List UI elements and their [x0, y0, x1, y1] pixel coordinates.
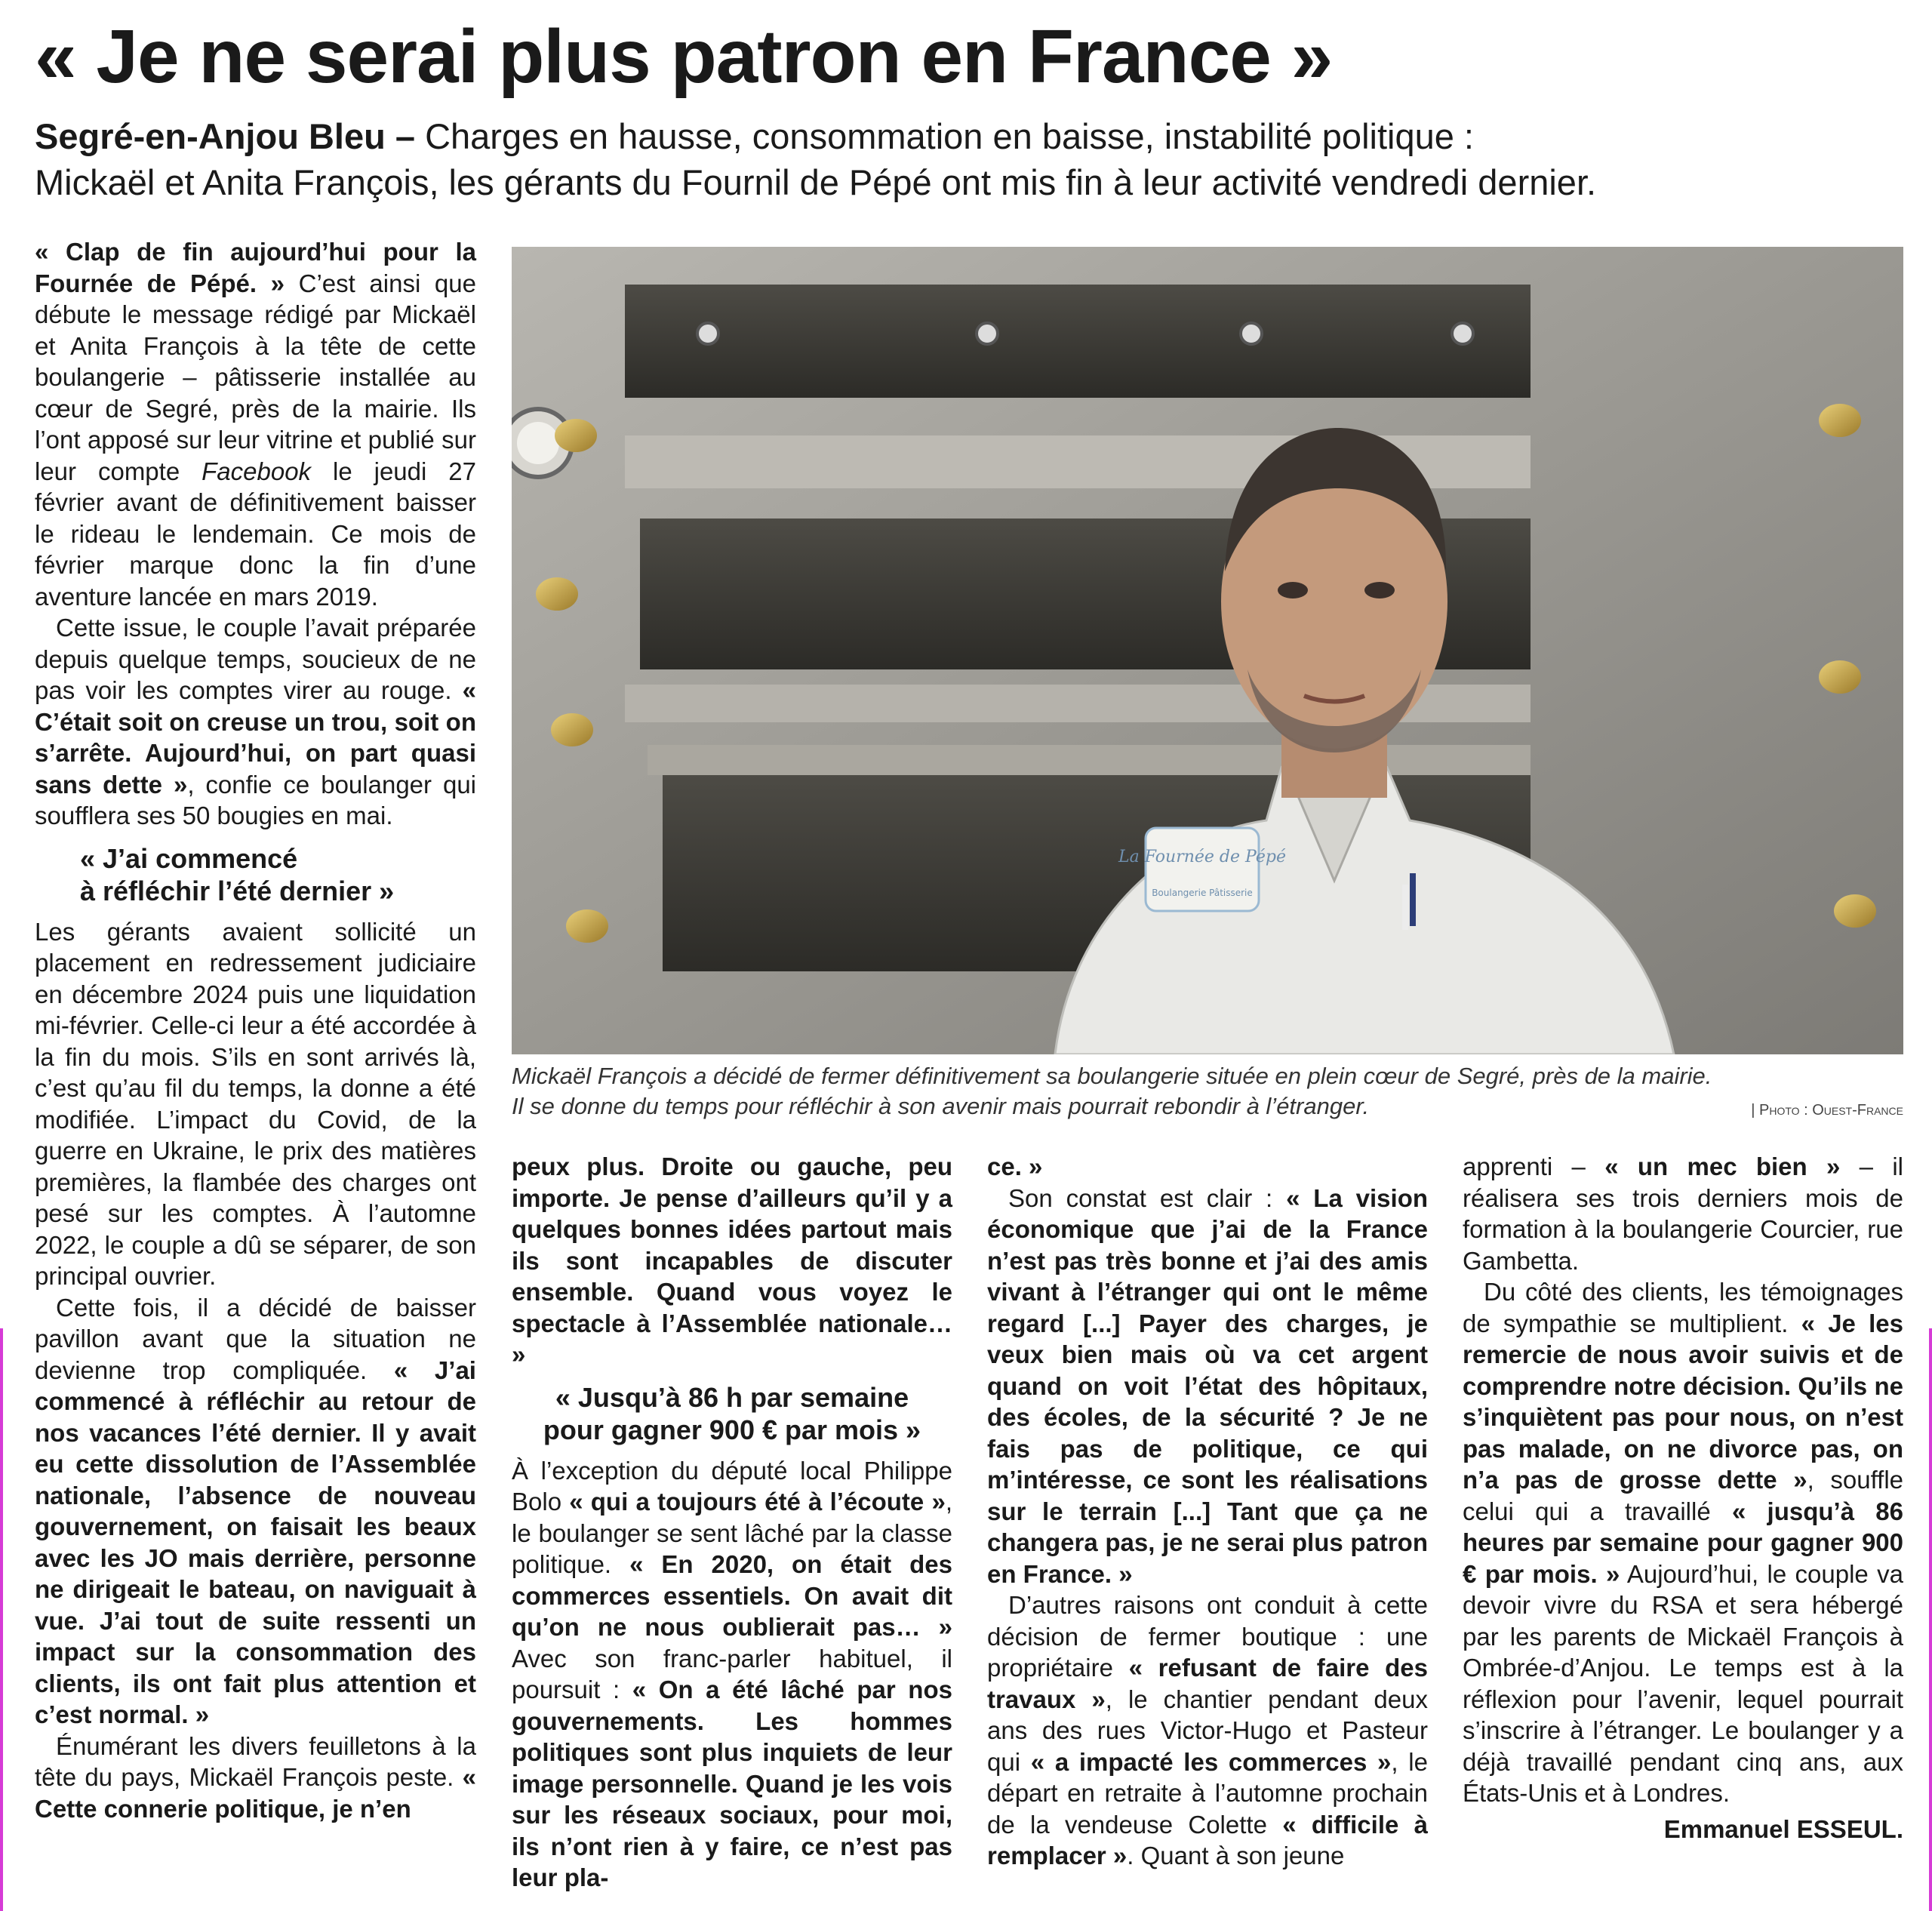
- quote: « a impacté les commerces »: [1030, 1747, 1392, 1776]
- quote: « difficile à remplacer »: [987, 1810, 1428, 1869]
- intertitle: [512, 1381, 952, 1446]
- quote: « qui a toujours été à l’écoute »: [569, 1488, 946, 1516]
- body-paragraph: [1463, 1276, 1903, 1809]
- article-headline: « Je ne serai plus patron en France »: [35, 14, 1333, 99]
- intertitle-line: pour gagner 900 € par mois »: [543, 1414, 921, 1445]
- body-text: Cette fois, il a décidé de baisser pavillon avant que la situation ne devienne trop compliquée.: [35, 1293, 476, 1384]
- body-paragraph: [35, 612, 476, 832]
- body-text: apprenti –: [1463, 1152, 1605, 1180]
- quote: « Cette connerie politique, je n’en: [35, 1763, 476, 1823]
- quote: « On a été lâché par nos gouvernements. Les hommes politiques sont plus inquiets de leur image personnelle. Quand je les vois sur les réseaux sociaux, pour moi, ils n’ont rien à y faire, ce n’est pas leur pla-: [512, 1676, 952, 1891]
- photo-caption: [512, 1061, 1903, 1122]
- standfirst-line-2: Mickaël et Anita François, les gérants du Fournil de Pépé ont mis fin à leur activité vendredi dernier.: [35, 162, 1597, 202]
- body-paragraph: [35, 236, 476, 612]
- body-paragraph: [512, 1151, 952, 1371]
- quote: « C’était soit on creuse un trou, soit on s’arrête. Aujourd’hui, on part quasi sans dette »: [35, 676, 476, 799]
- body-paragraph: Les gérants avaient sollicité un placement en redressement judiciaire en décembre 2024 puis une liquidation mi-février. Celle-ci leur a été accordée à la fin du mois. S’ils en sont arrivés là, c’est qu’au fil du temps, la donne a été modifiée. L’impact du Covid, de la guerre en Ukraine, le prix des matières premières, la flambée des charges ont pesé sur les comptes. À l’automne 2022, le couple a dû se séparer, de son principal ouvrier.: [35, 917, 476, 1290]
- body-paragraph: [987, 1183, 1428, 1590]
- quote: ce. »: [987, 1152, 1043, 1180]
- logo-subtext: Boulangerie Pâtisserie: [1152, 888, 1253, 898]
- body-text: , confie ce boulanger qui soufflera ses 50 bougies en mai.: [35, 770, 477, 829]
- photo-credit: | Photo : Ouest-France: [1751, 1102, 1903, 1119]
- body-text: Aujourd’hui, le couple va devoir vivre du RSA et sera hébergé par les parents de Mickaël François à Ombrée-d’Anjou. Le temps est à la réflexion pour l’avenir, lequel pourrait s’inscrire à l’étranger. Le boulanger y a déjà travaillé pendant cinq ans, aux États-Unis et à Londres.: [1463, 1559, 1903, 1807]
- body-text: . Quant à son jeune: [1127, 1842, 1345, 1869]
- body-text: D’autres raisons ont conduit à cette décision de fermer boutique : une propriétaire: [987, 1591, 1428, 1682]
- body-text: le jeudi 27 février avant de définitivement baisser le rideau le lendemain. Ce mois de février marque donc la fin d’une aventure lancée en mars 2019.: [35, 457, 476, 611]
- article-photo: [512, 247, 1903, 1054]
- article-column-1: [35, 236, 476, 1824]
- standfirst-line-1: Charges en hausse, consommation en baisse, instabilité politique :: [415, 116, 1474, 156]
- body-text: Énumérant les divers feuilletons à la tête du pays, Mickaël François peste.: [35, 1731, 476, 1791]
- body-paragraph: [987, 1151, 1428, 1183]
- article-column-3: [987, 1151, 1428, 1872]
- article-column-2: [512, 1151, 952, 1894]
- quote: « refusant de faire des travaux »: [987, 1654, 1428, 1713]
- intertitle: [35, 842, 476, 907]
- body-text: C’est ainsi que débute le message rédigé par Mickaël et Anita François à la tête de cette boulangerie – pâtisserie installée au cœur de Segré, près de la mairie. Ils l’ont apposé sur leur vitrine et publié sur leur compte: [35, 269, 476, 485]
- intertitle-line: à réfléchir l’été dernier »: [80, 875, 395, 906]
- body-text: , souffle celui qui a travaillé: [1463, 1466, 1903, 1525]
- quote: « La vision économique que j’ai de la France n’est pas très bonne et j’ai des amis vivant à l’étranger qui ont le même regard [...] Payer des charges, je veux bien mais où va cet argent quand on voit l’état des hôpitaux, des écoles, de la sécurité ? Je ne fais pas de politique, ce qui m’intéresse, ce sont les réalisations sur le terrain [...] Tant que ça ne changera pas, je ne serai plus patron en France. »: [987, 1183, 1429, 1588]
- body-paragraph: [1463, 1151, 1903, 1276]
- body-text: Son constat est clair :: [1008, 1183, 1287, 1212]
- body-text: , le boulanger se sent lâché par la classe politique.: [512, 1488, 952, 1578]
- right-edge-marker: [1929, 1328, 1932, 1911]
- article-standfirst: [35, 113, 1906, 205]
- quote: « Je les remercie de nous avoir suivis et de comprendre notre décision. Qu’ils ne s’inquiètent pas pour nous, on n’est pas malade, on ne divorce pas, on n’a pas de grosse dette »: [1463, 1309, 1903, 1494]
- body-text: Avec son franc-parler habituel, il poursuit :: [512, 1644, 952, 1703]
- body-text: , le chantier pendant deux ans des rues Victor-Hugo et Pasteur qui: [987, 1685, 1428, 1776]
- body-text: , le départ en retraite à l’automne prochain de la vendeuse Colette: [987, 1747, 1428, 1839]
- quote: « J’ai commencé à réfléchir au retour de nos vacances l’été dernier. Il y avait eu cette dissolution de l’Assemblée nationale, l’absence de nouveau gouvernement, on faisait les beaux avec les JO mais derrière, personne ne dirigeait le bateau, on naviguait à vue. J’ai tout de suite ressenti un impact sur la consommation des clients, ils ont fait plus attention et c’est normal. »: [35, 1356, 476, 1728]
- quote: peux plus. Droite ou gauche, peu importe. Je pense d’ailleurs qu’il y a quelques bonnes idées partout mais ils sont incapables de discuter ensemble. Quand vous voyez le spectacle à l’Assemblée nationale… »: [512, 1152, 952, 1368]
- body-paragraph: [35, 1292, 476, 1731]
- body-paragraph: [35, 1731, 476, 1825]
- left-edge-marker: [0, 1328, 3, 1911]
- dateline-location: Segré-en-Anjou Bleu –: [35, 116, 416, 156]
- caption-line-2: Il se donne du temps pour réfléchir à son avenir mais pourrait rebondir à l’étranger.: [512, 1093, 1370, 1119]
- article-column-4: [1463, 1151, 1903, 1845]
- baker-portrait-image: [512, 247, 1903, 1054]
- body-text: – il réalisera ses trois derniers mois de formation à la boulangerie Courcier, rue Gambetta.: [1463, 1152, 1903, 1275]
- intertitle-line: « J’ai commencé: [80, 842, 298, 874]
- quote: « jusqu’à 86 heures par semaine pour gagner 900 € par mois. »: [1463, 1497, 1903, 1588]
- caption-line-1: Mickaël François a décidé de fermer définitivement sa boulangerie située en plein cœur de Segré, près de la mairie.: [512, 1063, 1712, 1089]
- quote: « un mec bien »: [1604, 1152, 1841, 1180]
- intertitle-line: « Jusqu’à 86 h par semaine: [555, 1381, 909, 1413]
- body-text: Cette issue, le couple l’avait préparée depuis quelque temps, soucieux de ne pas voir les comptes virer au rouge.: [35, 614, 476, 704]
- body-text: À l’exception du député local Philippe Bolo: [512, 1456, 952, 1516]
- facebook-mention: Facebook: [202, 457, 312, 485]
- quote: « Clap de fin aujourd’hui pour la Fournée de Pépé. »: [35, 238, 476, 297]
- quote: « En 2020, on était des commerces essentiels. On avait dit qu’on ne nous oublierait pas… »: [512, 1550, 952, 1641]
- body-text: Du côté des clients, les témoignages de sympathie se multiplient.: [1463, 1278, 1903, 1337]
- logo-text: La Fournée de Pépé: [1118, 848, 1286, 866]
- body-paragraph: [987, 1589, 1428, 1872]
- body-paragraph: [512, 1455, 952, 1894]
- author-signature: Emmanuel ESSEUL.: [1663, 1814, 1903, 1843]
